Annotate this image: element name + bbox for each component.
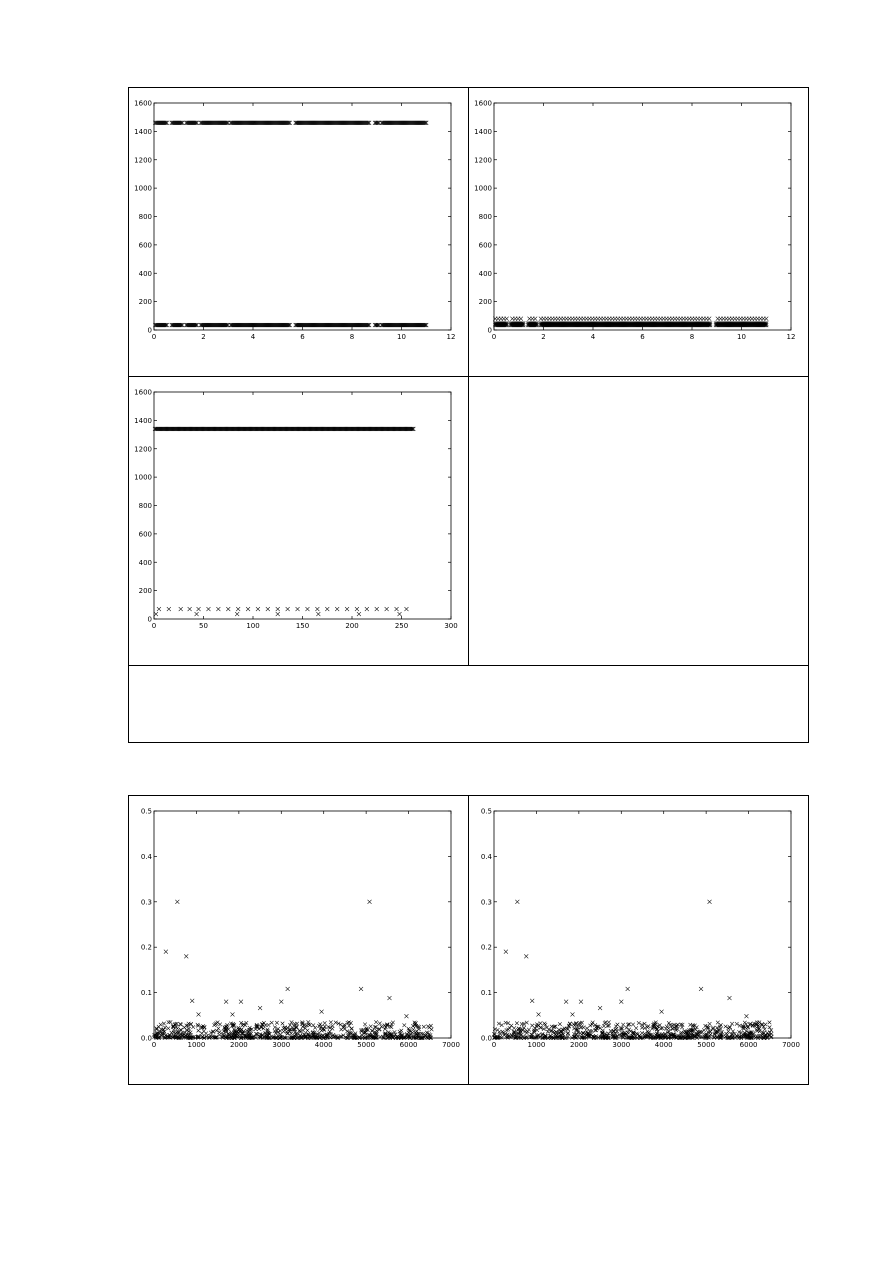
y-tick-label: 0.1 xyxy=(140,989,152,998)
y-tick-label: 600 xyxy=(138,241,152,250)
y-tick-label: 600 xyxy=(478,241,492,250)
y-tick-label: 400 xyxy=(478,269,492,278)
y-tick-label: 0 xyxy=(147,615,152,624)
y-tick-label: 1600 xyxy=(134,99,152,108)
x-tick-label: 0 xyxy=(151,333,157,341)
x-tick-label: 50 xyxy=(199,622,208,630)
y-tick-label: 0.0 xyxy=(140,1034,152,1043)
axes-frame xyxy=(154,103,451,330)
x-tick-label: 10 xyxy=(397,333,406,341)
x-tick-label: 6000 xyxy=(739,1041,758,1049)
x-tick-label: 250 xyxy=(394,622,409,630)
y-tick-label: 0.4 xyxy=(140,852,152,861)
y-tick-label: 1600 xyxy=(134,388,152,397)
y-tick-label: 1200 xyxy=(134,445,152,454)
scatter-plot-3 xyxy=(129,377,468,665)
x-tick-label: 10 xyxy=(737,333,746,341)
upper-table-row-divider-2 xyxy=(128,665,809,666)
y-tick-label: 1200 xyxy=(134,156,152,165)
y-tick-label: 0.3 xyxy=(480,898,492,907)
y-tick-label: 800 xyxy=(138,502,152,510)
y-tick-label: 1400 xyxy=(134,416,152,425)
x-tick-label: 200 xyxy=(345,622,359,630)
x-tick-label: 2 xyxy=(201,333,206,341)
y-tick-label: 1600 xyxy=(474,99,492,108)
x-tick-label: 8 xyxy=(349,333,355,341)
y-tick-label: 0.2 xyxy=(140,943,152,952)
y-tick-label: 0.1 xyxy=(480,989,492,998)
x-tick-label: 7000 xyxy=(782,1041,800,1049)
y-tick-label: 1000 xyxy=(474,184,492,193)
x-tick-label: 1000 xyxy=(187,1041,206,1049)
axes-frame xyxy=(154,811,451,1038)
x-tick-label: 100 xyxy=(246,622,260,630)
y-tick-label: 1000 xyxy=(134,473,152,482)
x-tick-label: 1000 xyxy=(527,1041,546,1049)
y-tick-label: 600 xyxy=(138,530,152,539)
y-tick-label: 1400 xyxy=(474,127,492,136)
y-tick-label: 200 xyxy=(138,587,152,596)
x-tick-label: 2 xyxy=(541,333,546,341)
x-tick-label: 6 xyxy=(300,333,305,341)
y-tick-label: 800 xyxy=(138,213,152,221)
x-tick-label: 3000 xyxy=(272,1041,291,1049)
scatter-plot-1 xyxy=(129,88,468,376)
y-tick-label: 0 xyxy=(147,326,152,335)
x-tick-label: 4 xyxy=(590,333,596,341)
x-tick-label: 12 xyxy=(446,333,456,341)
y-tick-label: 0.3 xyxy=(140,898,152,907)
x-tick-label: 0 xyxy=(151,622,157,630)
y-tick-label: 0.5 xyxy=(140,807,152,816)
axes-frame xyxy=(494,811,791,1038)
y-tick-label: 0.0 xyxy=(480,1034,492,1043)
x-tick-label: 0 xyxy=(151,1041,157,1049)
y-tick-label: 0 xyxy=(487,326,492,335)
y-tick-label: 0.4 xyxy=(480,852,492,861)
x-tick-label: 4000 xyxy=(314,1041,333,1049)
scatter-plot-2 xyxy=(469,88,808,376)
y-tick-label: 400 xyxy=(138,269,152,278)
x-tick-label: 12 xyxy=(786,333,796,341)
x-tick-label: 6000 xyxy=(399,1041,418,1049)
scatter-plot-4 xyxy=(129,796,468,1084)
y-tick-label: 0.2 xyxy=(480,943,492,952)
y-tick-label: 1000 xyxy=(134,184,152,193)
x-tick-label: 5000 xyxy=(357,1041,376,1049)
x-tick-label: 7000 xyxy=(442,1041,460,1049)
scatter-plot-5 xyxy=(469,796,808,1084)
x-tick-label: 0 xyxy=(491,1041,497,1049)
y-tick-label: 1200 xyxy=(474,156,492,165)
x-tick-label: 5000 xyxy=(697,1041,716,1049)
axes-frame xyxy=(154,392,451,619)
x-tick-label: 8 xyxy=(689,333,695,341)
x-tick-label: 4000 xyxy=(654,1041,673,1049)
y-tick-label: 1400 xyxy=(134,127,152,136)
x-tick-label: 2000 xyxy=(229,1041,248,1049)
x-tick-label: 4 xyxy=(250,333,256,341)
x-tick-label: 300 xyxy=(444,622,458,630)
x-tick-label: 0 xyxy=(491,333,497,341)
x-tick-label: 150 xyxy=(295,622,310,630)
x-tick-label: 3000 xyxy=(612,1041,631,1049)
y-tick-label: 200 xyxy=(478,298,492,307)
x-tick-label: 6 xyxy=(640,333,645,341)
y-tick-label: 0.5 xyxy=(480,807,492,816)
y-tick-label: 200 xyxy=(138,298,152,307)
y-tick-label: 400 xyxy=(138,558,152,567)
axes-frame xyxy=(494,103,791,330)
x-tick-label: 2000 xyxy=(569,1041,588,1049)
y-tick-label: 800 xyxy=(478,213,492,221)
